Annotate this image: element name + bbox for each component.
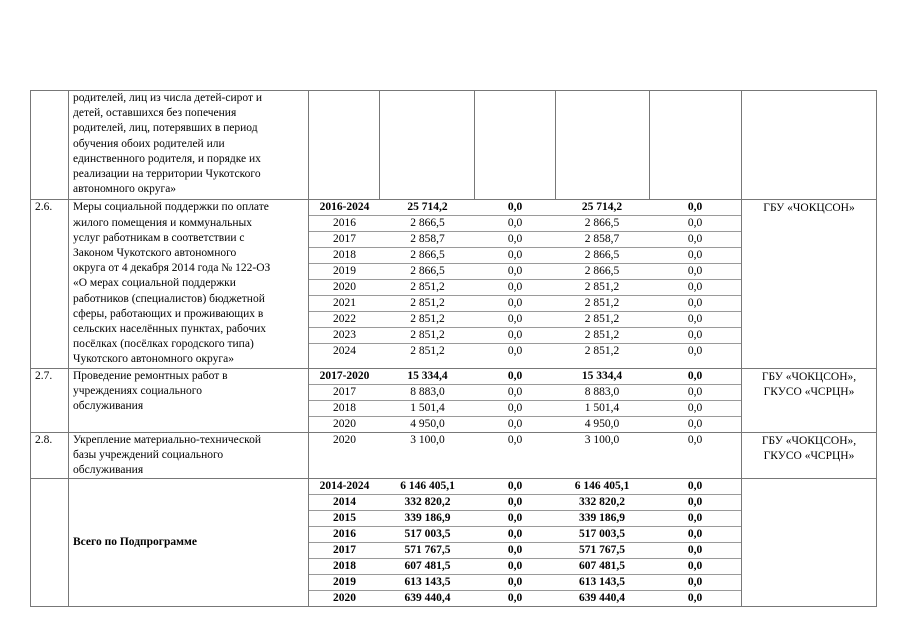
funding-federal: 0,0 <box>507 433 523 446</box>
funding-row <box>309 264 741 280</box>
subprogram-table <box>30 90 877 607</box>
description-line: автономного округа» <box>73 183 177 196</box>
funding-regional: 517 003,5 <box>555 527 649 543</box>
item-number: 2.6. <box>31 200 69 368</box>
funding-period: 2016 <box>309 216 380 232</box>
funding-period: 2017 <box>309 232 380 248</box>
funding-period: 2017 <box>309 384 380 400</box>
funding-federal: 0,0 <box>475 575 555 591</box>
funding-regional: 15 334,4 <box>555 369 649 385</box>
funding-federal: 0,0 <box>475 216 555 232</box>
description-line: сельских населённых пунктах, рабочих <box>73 323 267 336</box>
item-description <box>69 368 309 432</box>
funding-other: 0,0 <box>687 345 703 358</box>
funding-regional: 4 950,0 <box>584 417 620 430</box>
description-line: услуг работникам в соответствии с <box>73 231 245 244</box>
empty-cell <box>31 479 69 607</box>
funding-total: 2 851,2 <box>410 345 445 358</box>
funding-period: 2018 <box>309 400 380 416</box>
funding-total: 25 714,2 <box>380 200 475 216</box>
item-description <box>69 432 309 479</box>
funding-federal: 0,0 <box>475 200 555 216</box>
table-row <box>31 432 877 479</box>
funding-subtable <box>309 200 741 359</box>
funding-period: 2016-2024 <box>309 200 380 216</box>
funding-total: 639 440,4 <box>404 592 451 605</box>
funding-other: 0,0 <box>649 479 741 495</box>
funding-period: 2017-2020 <box>309 369 380 385</box>
table-row <box>31 368 877 432</box>
empty-cell <box>649 91 741 200</box>
description-line: Законом Чукотского автономного <box>73 247 237 259</box>
funding-regional: 2 851,2 <box>555 296 649 312</box>
funding-period: 2020 <box>309 280 380 296</box>
description-line: жилого помещения и коммунальных <box>73 216 252 229</box>
funding-other: 0,0 <box>687 592 703 605</box>
funding-other: 0,0 <box>687 417 703 430</box>
funding-cell <box>309 200 742 368</box>
funding-row <box>309 280 741 296</box>
description-line: Проведение ремонтных работ в <box>73 369 228 382</box>
description-line: Меры социальной поддержки по оплате <box>73 201 269 214</box>
funding-other: 0,0 <box>649 575 741 591</box>
funding-period: 2023 <box>309 328 380 344</box>
table-row <box>31 200 877 368</box>
funding-regional: 2 858,7 <box>555 232 649 248</box>
item-number: 2.8. <box>31 432 69 479</box>
description-line: детей, оставшихся без попечения <box>73 107 237 120</box>
empty-cell <box>555 91 649 200</box>
funding-other: 0,0 <box>649 312 741 328</box>
funding-regional: 3 100,0 <box>584 433 620 446</box>
funding-other: 0,0 <box>649 400 741 416</box>
funding-row <box>309 296 741 312</box>
funding-row <box>309 511 741 527</box>
funding-total: 517 003,5 <box>380 527 475 543</box>
funding-other: 0,0 <box>649 280 741 296</box>
funding-period: 2014 <box>309 495 380 511</box>
funding-row <box>309 216 741 232</box>
funding-total: 339 186,9 <box>380 511 475 527</box>
funding-regional: 613 143,5 <box>555 575 649 591</box>
funding-total: 6 146 405,1 <box>380 479 475 495</box>
funding-period: 2020 <box>333 433 356 446</box>
funding-regional: 2 866,5 <box>555 264 649 280</box>
org-name: ГБУ «ЧОКЦСОН», <box>761 370 857 383</box>
funding-federal: 0,0 <box>475 369 555 385</box>
funding-total: 3 100,0 <box>410 433 445 446</box>
funding-period: 2024 <box>333 345 356 358</box>
description-line: единственного родителя, и порядке их <box>73 152 261 165</box>
funding-regional: 25 714,2 <box>555 200 649 216</box>
item-description <box>69 91 309 200</box>
funding-regional: 6 146 405,1 <box>555 479 649 495</box>
funding-total: 8 883,0 <box>380 384 475 400</box>
funding-period: 2018 <box>309 559 380 575</box>
empty-cell <box>742 479 877 607</box>
funding-other: 0,0 <box>649 264 741 280</box>
empty-cell <box>475 91 555 200</box>
funding-other: 0,0 <box>649 527 741 543</box>
funding-federal: 0,0 <box>475 384 555 400</box>
funding-regional: 2 851,2 <box>584 345 620 358</box>
item-number: 2.7. <box>31 368 69 432</box>
org-name: ГКУСО «ЧСРЦН» <box>763 449 855 462</box>
funding-row <box>309 328 741 344</box>
org-name: ГБУ «ЧОКЦСОН» <box>763 202 855 215</box>
funding-federal: 0,0 <box>475 479 555 495</box>
funding-period: 2019 <box>309 575 380 591</box>
funding-period: 2014-2024 <box>309 479 380 495</box>
funding-federal: 0,0 <box>475 495 555 511</box>
funding-federal: 0,0 <box>475 559 555 575</box>
funding-total: 4 950,0 <box>410 417 445 430</box>
funding-federal: 0,0 <box>475 248 555 264</box>
funding-total: 2 866,5 <box>380 216 475 232</box>
funding-cell <box>309 479 742 607</box>
funding-period: 2015 <box>309 511 380 527</box>
responsible-org <box>742 368 877 432</box>
org-name: ГКУСО «ЧСРЦН» <box>763 385 855 398</box>
funding-row <box>309 384 741 400</box>
funding-federal: 0,0 <box>475 280 555 296</box>
funding-other: 0,0 <box>649 495 741 511</box>
funding-row <box>309 591 741 607</box>
funding-regional: 1 501,4 <box>555 400 649 416</box>
funding-row <box>309 543 741 559</box>
item-description <box>69 200 309 368</box>
funding-row <box>309 479 741 495</box>
funding-total: 2 851,2 <box>380 280 475 296</box>
funding-other: 0,0 <box>649 369 741 385</box>
empty-cell <box>380 91 475 200</box>
funding-federal: 0,0 <box>507 345 523 358</box>
empty-cell <box>309 91 380 200</box>
funding-period: 2020 <box>333 417 356 430</box>
funding-regional: 2 866,5 <box>555 248 649 264</box>
funding-regional: 639 440,4 <box>579 592 625 605</box>
funding-federal: 0,0 <box>475 328 555 344</box>
funding-regional: 2 851,2 <box>555 280 649 296</box>
description-line: округа от 4 декабря 2014 года № 122-ОЗ <box>73 262 271 275</box>
funding-row <box>309 232 741 248</box>
description-line: обслуживания <box>73 464 144 477</box>
description-line: работников (специалистов) бюджетной <box>73 292 265 305</box>
funding-total: 15 334,4 <box>380 369 475 385</box>
funding-subtable <box>309 433 741 448</box>
funding-federal: 0,0 <box>475 312 555 328</box>
description-line: Укрепление материально-технической <box>73 433 262 446</box>
funding-other: 0,0 <box>649 200 741 216</box>
funding-federal: 0,0 <box>475 511 555 527</box>
funding-subtable <box>309 479 741 606</box>
table-row <box>31 91 877 200</box>
description-line: родителей, лиц из числа детей-сирот и <box>73 92 263 104</box>
funding-row <box>309 495 741 511</box>
funding-row <box>309 248 741 264</box>
funding-other: 0,0 <box>649 248 741 264</box>
funding-regional: 607 481,5 <box>555 559 649 575</box>
funding-other: 0,0 <box>649 328 741 344</box>
responsible-org <box>742 432 877 479</box>
funding-total: 2 866,5 <box>380 248 475 264</box>
funding-total: 2 866,5 <box>380 264 475 280</box>
description-line: обслуживания <box>73 400 144 413</box>
funding-other: 0,0 <box>687 433 703 446</box>
funding-federal: 0,0 <box>507 592 523 605</box>
funding-total: 2 858,7 <box>380 232 475 248</box>
funding-row <box>309 416 741 432</box>
total-label: Всего по Подпрограмме <box>69 479 309 607</box>
funding-row <box>309 200 741 216</box>
description-line: обучения обоих родителей или <box>73 137 225 150</box>
funding-total: 613 143,5 <box>380 575 475 591</box>
funding-other: 0,0 <box>649 296 741 312</box>
funding-other: 0,0 <box>649 384 741 400</box>
funding-federal: 0,0 <box>475 527 555 543</box>
total-row <box>31 479 877 607</box>
funding-cell <box>309 432 742 479</box>
responsible-org <box>742 200 877 368</box>
funding-row <box>309 312 741 328</box>
funding-period: 2022 <box>309 312 380 328</box>
funding-regional: 2 851,2 <box>555 312 649 328</box>
funding-other: 0,0 <box>649 543 741 559</box>
description-line: «О мерах социальной поддержки <box>73 277 236 290</box>
funding-regional: 332 820,2 <box>555 495 649 511</box>
funding-total: 2 851,2 <box>380 312 475 328</box>
funding-other: 0,0 <box>649 559 741 575</box>
funding-row <box>309 369 741 385</box>
description-line: сферы, работающих и проживающих в <box>73 307 264 320</box>
item-number <box>31 91 69 200</box>
funding-row <box>309 433 741 448</box>
description-line: учреждениях социального <box>73 384 202 397</box>
funding-federal: 0,0 <box>475 400 555 416</box>
description-line: реализации на территории Чукотского <box>73 168 261 181</box>
funding-row <box>309 559 741 575</box>
funding-total: 607 481,5 <box>380 559 475 575</box>
funding-row <box>309 344 741 360</box>
funding-regional: 2 866,5 <box>555 216 649 232</box>
funding-period: 2016 <box>309 527 380 543</box>
funding-federal: 0,0 <box>475 296 555 312</box>
org-name: ГБУ «ЧОКЦСОН», <box>761 434 857 447</box>
funding-other: 0,0 <box>649 511 741 527</box>
funding-federal: 0,0 <box>475 543 555 559</box>
funding-total: 571 767,5 <box>380 543 475 559</box>
description-line: родителей, лиц, потерявших в период <box>73 122 258 135</box>
funding-federal: 0,0 <box>475 232 555 248</box>
funding-cell <box>309 368 742 432</box>
funding-total: 1 501,4 <box>380 400 475 416</box>
funding-federal: 0,0 <box>475 264 555 280</box>
funding-period: 2021 <box>309 296 380 312</box>
responsible-org <box>742 91 877 200</box>
funding-regional: 8 883,0 <box>555 384 649 400</box>
funding-total: 2 851,2 <box>380 328 475 344</box>
funding-row <box>309 575 741 591</box>
funding-regional: 339 186,9 <box>555 511 649 527</box>
funding-subtable <box>309 369 741 432</box>
funding-federal: 0,0 <box>507 417 523 430</box>
funding-total: 332 820,2 <box>380 495 475 511</box>
funding-total: 2 851,2 <box>380 296 475 312</box>
funding-row <box>309 400 741 416</box>
description-line: Чукотского автономного округа» <box>73 353 234 366</box>
funding-period: 2018 <box>309 248 380 264</box>
description-line: посёлках (посёлках городского типа) <box>73 338 254 351</box>
funding-regional: 2 851,2 <box>555 328 649 344</box>
funding-other: 0,0 <box>649 232 741 248</box>
funding-other: 0,0 <box>649 216 741 232</box>
funding-regional: 571 767,5 <box>555 543 649 559</box>
funding-period: 2020 <box>333 592 356 605</box>
description-line: базы учреждений социального <box>73 448 224 461</box>
funding-period: 2017 <box>309 543 380 559</box>
funding-row <box>309 527 741 543</box>
funding-period: 2019 <box>309 264 380 280</box>
